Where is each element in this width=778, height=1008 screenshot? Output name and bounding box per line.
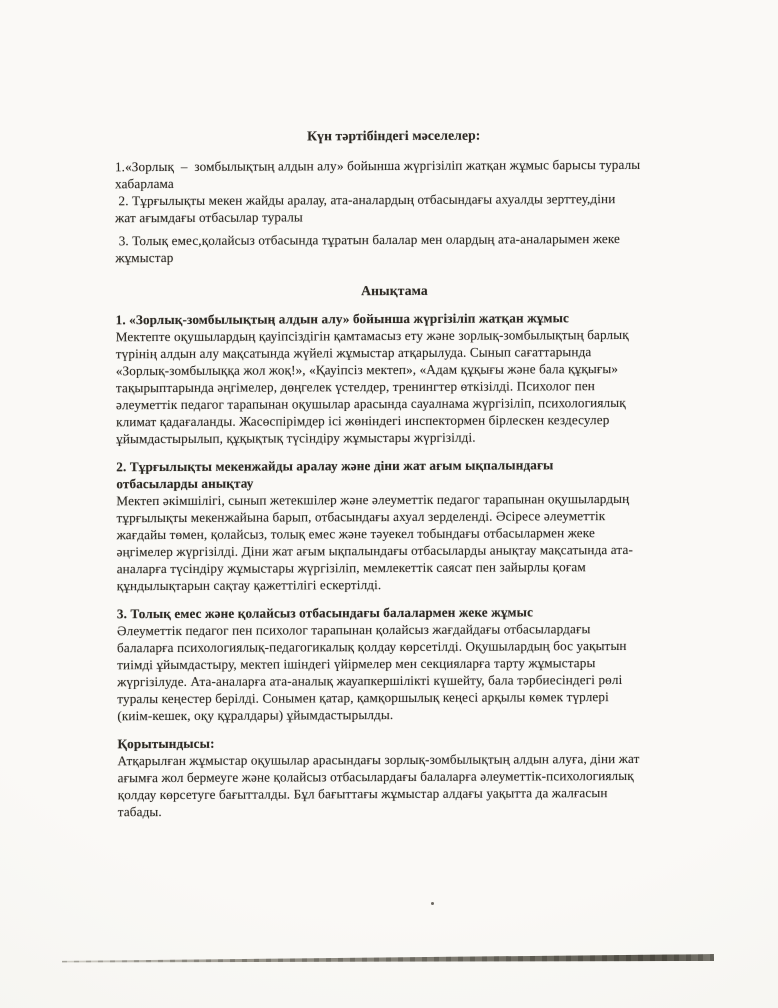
section-1-body: Мектепте оқушылардың қауіпсіздігін қамтамасыз ету және зорлық-зомбылықтың барлық түрінің алдын алу мақсатында жүйелі жұмыстар атқарылуда. Сынып сағаттарында «Зорлық-зомбылыққа жол жоқ!», «Қауіпсіз мектеп», «Адам құқығы және бала құқығы» тақырыптарында әңгімелер, дөңгелек үстелдер, тренингтер өткізілді. Психолог пен әлеуметтік педагог тарапынан оқушылар арасында сауалнама жүргізіліп, психологиялық климат қадағаланды. Жасөспірімдер ісі жөніндегі инспектормен бірлескен кездесулер ұйымдастырылып, құқықтық түсіндіру жұмыстары жүргізілді. [115, 326, 629, 447]
scan-speck-artifact [431, 902, 434, 905]
section-1-heading: 1. «Зорлық-зомбылықтың алдын алу» бойынша жүргізіліп жатқан жұмыс [115, 310, 570, 328]
agenda-item-3: 3. Толық емес,қолайсыз отбасында тұратын балалар мен олардың ата-аналарымен жеке жұмыстар [115, 231, 621, 266]
section-individual-work [117, 603, 676, 724]
agenda-title: Күн тәртібіндегі мәселелер: [307, 127, 481, 144]
reference-title: Анықтама [361, 282, 428, 299]
section-2-body: Мектеп әкімшілігі, сынып жетекшілер және әлеуметтік педагог тарапынан оқушылардың тұрғылықты мекенжайына барып, отбасындағы ахуал зерделенді. Әсіресе әлеуметтік жағдайы төмен, қолайсыз, толық емес және тәуекел тобындағы отбасылармен жеке әңгімелер жүргізілді. Діни жат ағым ықпалындағы отбасыларды анықтау мақсатында ата- аналарға түсіндіру жұмыстары жүргізіліп, мемлекеттік саясат пен зайырлы қоғам құндылықтарын сақтау қажеттілігі ескертілді. [116, 490, 633, 594]
document-content [114, 0, 676, 820]
section-home-visits [116, 456, 675, 594]
agenda-item-2: 2. Тұрғылықты мекен жайды аралау, ата-аналардың отбасындағы ахуалды зерттеу,діни жат ағымдағы отбасылар туралы [115, 191, 616, 226]
section-2-heading: 2. Тұрғылықты мекенжайды аралау және діни жат ағым ықпалындағы отбасыларды анықтау [116, 457, 554, 492]
section-3-body: Әлеуметтік педагог пен психолог тарапынан қолайсыз жағдайдағы отбасылардағы балаларға психологиялық-педагогикалық қолдау көрсетілді. Оқушылардың бос уақытын тиімді ұйымдастыру, мектеп ішіндегі үйірмелер мен секцияларға тарту жұмыстары жүргізілуде. Ата-аналарға ата-аналық жауапкершілікті күшейту, бала тәрбиесіндегі рөлі туралы кеңестер берілді. Сонымен қатар, қамқоршылық кеңесі арқылы көмек түрлері (киім-кешек, оқу құралдары) ұйымдастырылды. [116, 621, 627, 724]
conclusion-heading: Қорытындысы: [117, 735, 215, 752]
section-violence-prevention [116, 309, 675, 447]
agenda-item-1: 1.«Зорлық – зомбылықтың алдын алу» бойынша жүргізіліп жатқан жұмыс барысы туралы хабарлама [114, 156, 641, 192]
section-3-heading: 3. Толық емес және қолайсыз отбасындағы балалармен жеке жұмыс [116, 604, 534, 622]
section-conclusion [117, 733, 675, 820]
conclusion-body: Атқарылған жұмыстар оқушылар арасындағы зорлық-зомбылықтың алдын алуға, діни жат ағымға жол бермеуге және қолайсыз отбасылардағы балаларға әлеуметтік-психологиялық қолдау көрсетуге бағытталды. Бұл бағыттағы жұмыстар алдағы уақытта да жалғасын табады. [117, 750, 640, 820]
scan-edge-artifact [62, 954, 714, 965]
